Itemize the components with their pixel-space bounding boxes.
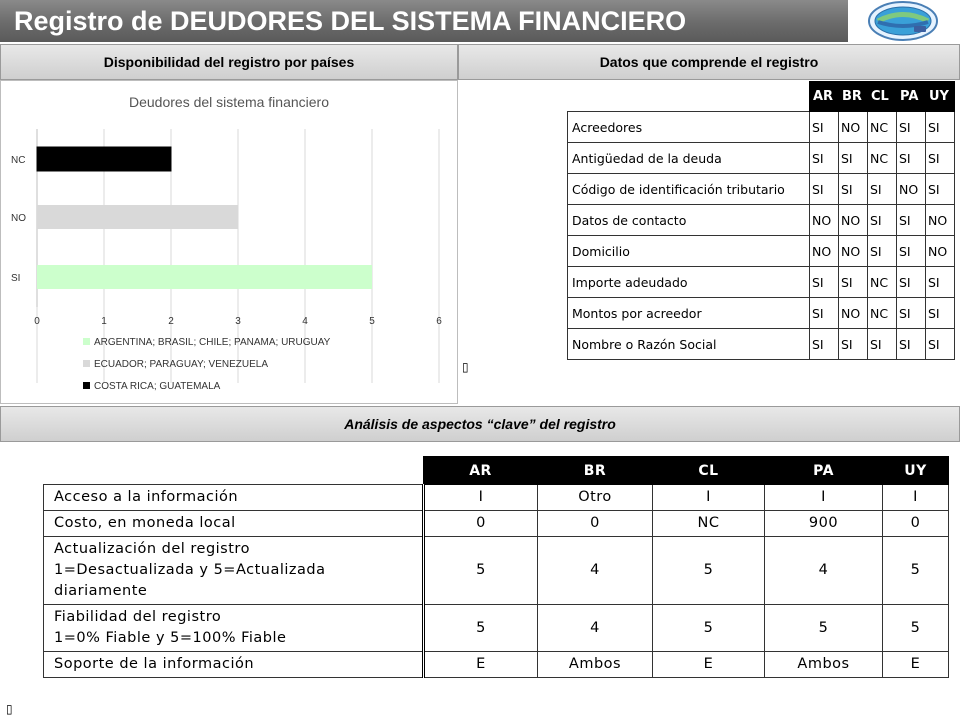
row-label: Nombre o Razón Social [568,329,810,360]
table-row [568,174,955,205]
cell-value: SI [810,143,839,174]
cell-value: SI [810,267,839,298]
cell-value: SI [926,267,955,298]
cell-value: NC [868,143,897,174]
col-header: PA [765,457,883,485]
cell-value: Ambos [538,652,653,678]
cell-value: SI [868,329,897,360]
cell-value: NO [897,174,926,205]
cell-value: E [653,652,765,678]
cell-value: NO [926,236,955,267]
legend-swatch [83,338,90,345]
x-tick-label: 1 [101,316,107,327]
cell-value: E [424,652,538,678]
row-label: Acreedores [568,112,810,143]
table-row [568,329,955,360]
cell-value: 0 [424,511,538,537]
cell-value: SI [897,267,926,298]
cell-value: NO [926,205,955,236]
cell-value: NC [868,298,897,329]
x-tick-label: 4 [302,316,308,327]
row-label [44,605,424,652]
placeholder-glyph: ▯ [462,360,469,374]
col-header: CL [868,82,897,112]
row-label-line: diariamente [54,583,148,599]
chart-title: Deudores del sistema financiero [129,94,329,110]
row-label-line: Fiabilidad del registro [54,609,222,625]
cell-value: NC [653,511,765,537]
cell-value: I [883,485,949,511]
debtors-chart-panel [0,80,458,404]
row-label: Datos de contacto [568,205,810,236]
cell-value: 5 [883,537,949,605]
cell-value: SI [926,298,955,329]
key-aspects-table [43,456,949,678]
legend-swatch [83,382,90,389]
col-header: AR [810,82,839,112]
cell-value: SI [897,112,926,143]
table-row [568,236,955,267]
cell-value: NC [868,112,897,143]
row-label [44,485,424,511]
table-row [568,298,955,329]
table-row [44,652,949,678]
col-header: UY [926,82,955,112]
cell-value: SI [897,205,926,236]
row-label-line: 1=Desactualizada y 5=Actualizada [54,562,326,578]
cell-value: Otro [538,485,653,511]
x-tick-label: 3 [235,316,241,327]
cell-value: 0 [883,511,949,537]
cell-value: SI [897,236,926,267]
section-header-data: Datos que comprende el registro [458,44,960,80]
row-label: Domicilio [568,236,810,267]
cell-value: SI [926,174,955,205]
placeholder-glyph: ▯ [6,702,13,716]
data-availability-table [567,81,955,360]
row-label: Importe adeudado [568,267,810,298]
x-tick-label: 6 [436,316,442,327]
cell-value: SI [897,329,926,360]
cell-value: 5 [653,605,765,652]
table-row [44,511,949,537]
table-row [568,205,955,236]
cell-value: SI [897,298,926,329]
bar [37,265,372,289]
cell-value: 5 [765,605,883,652]
cell-value: 4 [538,537,653,605]
cell-value: NO [839,112,868,143]
table-row [568,143,955,174]
col-header: BR [538,457,653,485]
y-tick-label: NO [11,213,26,224]
cell-value: SI [839,267,868,298]
page-title: Registro de DEUDORES DEL SISTEMA FINANCIERO [0,0,848,42]
x-tick-label: 2 [168,316,174,327]
cell-value: SI [839,174,868,205]
row-label-line: 1=0% Fiable y 5=100% Fiable [54,630,287,646]
y-tick-label: NC [11,155,26,166]
legend-entry: COSTA RICA; GUATEMALA [94,381,221,392]
cell-value: I [653,485,765,511]
table-row [568,267,955,298]
x-tick-label: 0 [34,316,40,327]
cell-value: 900 [765,511,883,537]
cell-value: NC [868,267,897,298]
table-row [44,537,949,605]
cell-value: 4 [765,537,883,605]
col-header: AR [424,457,538,485]
cell-value: NO [839,205,868,236]
cell-value: Ambos [765,652,883,678]
col-header: CL [653,457,765,485]
row-label-line: Costo, en moneda local [54,515,236,531]
cell-value: 5 [424,537,538,605]
cell-value: 5 [653,537,765,605]
cell-value: SI [810,298,839,329]
cell-value: SI [926,329,955,360]
cell-value: NO [810,205,839,236]
table-row [568,112,955,143]
cell-value: I [765,485,883,511]
row-label-line: Soporte de la información [54,656,255,672]
logo [848,0,960,42]
bar [37,147,171,171]
col-header: PA [897,82,926,112]
row-label-line: Acceso a la información [54,489,239,505]
cell-value: I [424,485,538,511]
row-label-line: Actualización del registro [54,541,250,557]
cell-value: NO [810,236,839,267]
cell-value: 0 [538,511,653,537]
col-header: UY [883,457,949,485]
cell-value: E [883,652,949,678]
col-header: BR [839,82,868,112]
row-label [44,511,424,537]
cell-value: SI [868,174,897,205]
row-label [44,652,424,678]
cell-value: SI [926,143,955,174]
cell-value: 5 [883,605,949,652]
cell-value: SI [810,112,839,143]
cell-value: SI [868,236,897,267]
debtors-bar-chart [1,81,457,403]
y-tick-label: SI [11,273,21,284]
row-label [44,537,424,605]
section-header-analysis: Análisis de aspectos “clave” del registro [0,406,960,442]
row-label: Código de identificación tributario [568,174,810,205]
legend-entry: ARGENTINA; BRASIL; CHILE; PANAMA; URUGUAY [94,337,331,348]
cell-value: SI [839,329,868,360]
cell-value: SI [926,112,955,143]
table-row [44,485,949,511]
cell-value: 4 [538,605,653,652]
table-row [44,605,949,652]
cell-value: NO [839,236,868,267]
cell-value: SI [868,205,897,236]
cell-value: SI [897,143,926,174]
cell-value: NO [839,298,868,329]
cell-value: SI [810,174,839,205]
row-label: Montos por acreedor [568,298,810,329]
section-header-availability: Disponibilidad del registro por países [0,44,458,80]
legend-swatch [83,360,90,367]
cell-value: 5 [424,605,538,652]
cell-value: SI [839,143,868,174]
legend-entry: ECUADOR; PARAGUAY; VENEZUELA [94,359,269,370]
bar [37,205,238,229]
row-label: Antigüedad de la deuda [568,143,810,174]
x-tick-label: 5 [369,316,375,327]
cell-value: SI [810,329,839,360]
